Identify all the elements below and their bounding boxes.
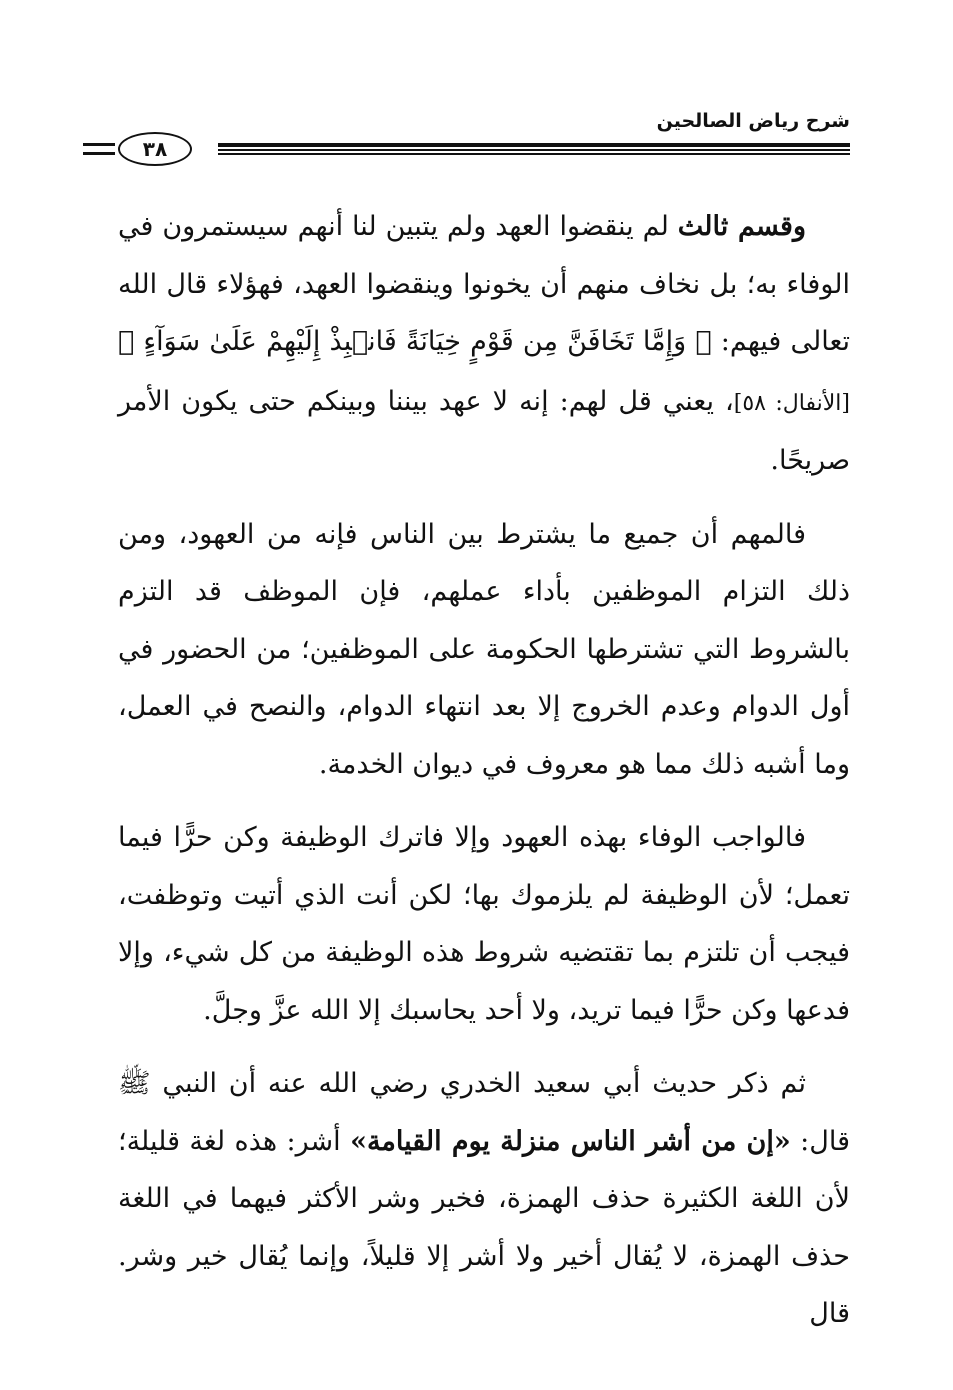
paragraph-2: فالمهم أن جميع ما يشترط بين الناس فإنه من العهود، ومن ذلك التزام الموظفين بأداء عملهم، فإن الموظف قد التزم بالشروط التي تشترطها الحكومة على الموظفين؛ من الحضور في أول الدوام وعدم الخروج إلا بعد انتهاء الدوام، والنصح في العمل، وما أشبه ذلك مما هو معروف في ديوان الخدمة. bbox=[118, 518, 850, 780]
verse-reference: [الأنفال: ٥٨] bbox=[733, 390, 850, 416]
page-header bbox=[118, 110, 850, 180]
paragraph-4 bbox=[118, 1055, 850, 1343]
paragraph-lead: وقسم ثالث bbox=[677, 211, 807, 242]
paragraph-1 bbox=[118, 198, 850, 490]
paragraph-text: ، يعني قل لهم: إنه لا عهد بيننا وبينكم حتى يكون الأمر صريحًا. bbox=[118, 385, 850, 476]
paragraph-3: فالواجب الوفاء بهذه العهود وإلا فاترك الوظيفة وكن حرًّا فيما تعمل؛ لأن الوظيفة لم يلزموك بها؛ لكن أنت الذي أتيت وتوظفت، فيجب أن تلتزم بما تقتضيه شروط هذه الوظيفة من كل شيء، وإلا فدعها وكن حرًّا فيما تريد، ولا أحد يحاسبك إلا الله عزَّ وجلَّ. bbox=[118, 822, 850, 1026]
page-number: ٣٨ bbox=[118, 132, 192, 166]
paragraph-text: ثم ذكر حديث أبي سعيد الخدري رضي الله عنه أن النبي ﷺ قال: bbox=[118, 1068, 850, 1157]
header-rule bbox=[218, 143, 850, 155]
paragraph-text: أشر: هذه لغة قليلة؛ لأن اللغة الكثيرة حذف الهمزة، فخير وشر الأكثر فيهما في اللغة حذف الهمزة، لا يُقال أخير ولا أشر إلا قليلاً، وإنما يُقال خير وشر. قال bbox=[118, 1125, 850, 1329]
quran-verse: ﴿ وَإِمَّا تَخَافَنَّ مِن قَوْمٍ خِيَانَةً فَانۢبِذْ إِلَيْهِمْ عَلَىٰ سَوَآءٍ ﴾ bbox=[118, 326, 712, 357]
header-rule-left bbox=[83, 143, 115, 155]
book-title: شرح رياض الصالحين bbox=[656, 110, 850, 132]
paragraph-text: لم ينقضوا العهد ولم يتبين لنا أنهم سيستمرون في الوفاء به؛ بل نخاف منهم أن يخونوا وينقضوا العهد، فهؤلاء قال الله تعالى فيهم: bbox=[118, 211, 850, 357]
hadith-quote: «إن من أشر الناس منزلة يوم القيامة» bbox=[350, 1125, 791, 1157]
page-body bbox=[118, 198, 850, 1343]
